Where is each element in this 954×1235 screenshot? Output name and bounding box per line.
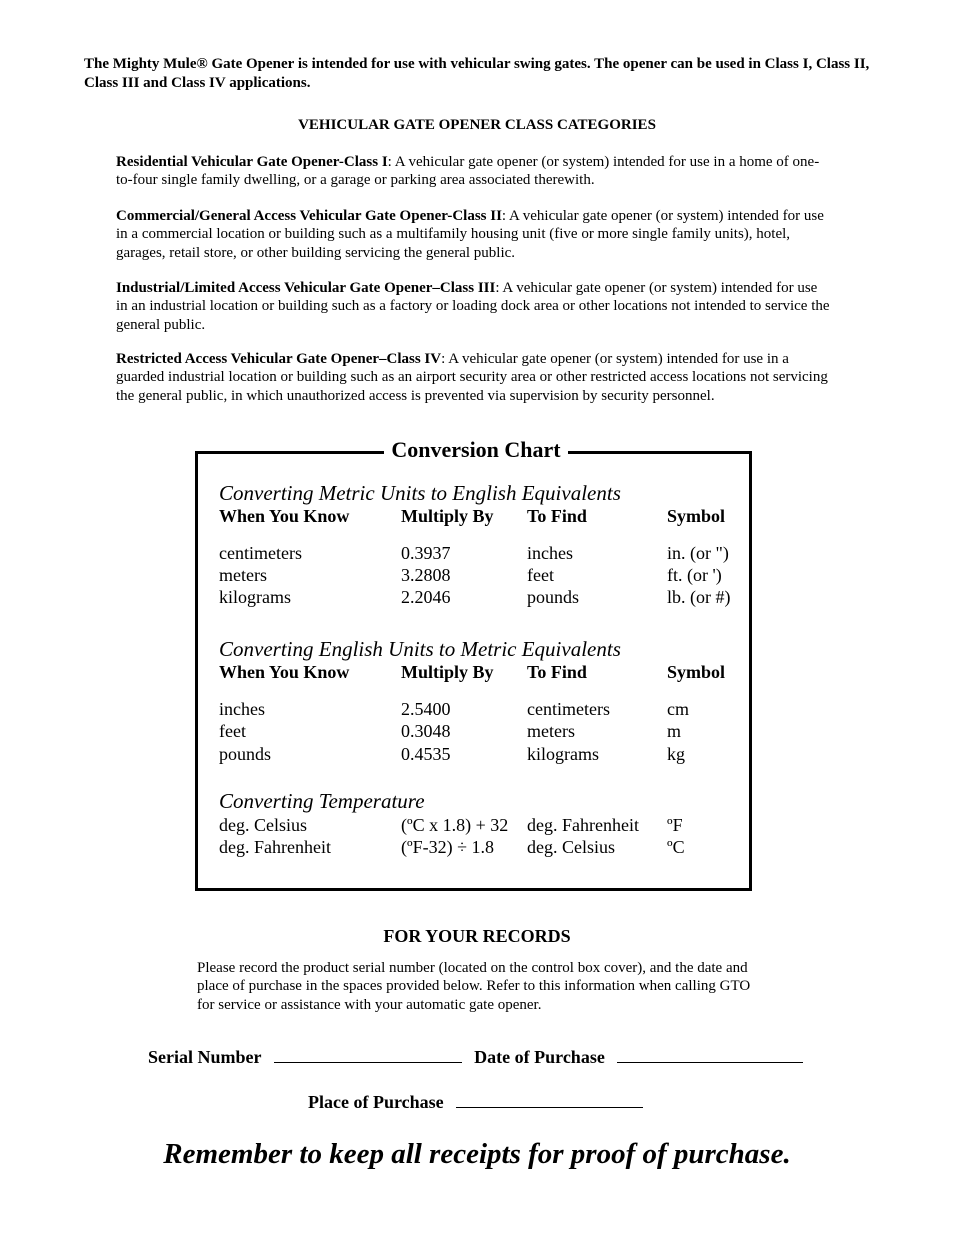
cell-result: deg. Celsius <box>527 837 615 857</box>
temperature-title: Converting Temperature <box>219 789 425 813</box>
cell-factor: 0.4535 <box>401 744 451 764</box>
cell-result: meters <box>527 721 575 741</box>
cell-symbol: m <box>667 721 682 741</box>
cell-symbol: kg <box>667 744 685 764</box>
header-multiply-by: Multiply By <box>401 662 494 682</box>
cell-unit: deg. Celsius <box>219 815 307 835</box>
cell-symbol: ºC <box>667 837 685 857</box>
records-heading: FOR YOUR RECORDS <box>383 926 571 946</box>
metric-to-english-header <box>219 506 739 528</box>
cell-unit: kilograms <box>219 587 291 607</box>
table-row <box>219 744 739 766</box>
cell-formula: (ºF-32) ÷ 1.8 <box>401 837 494 857</box>
receipts-reminder: Remember to keep all receipts for proof of purchase. <box>163 1138 791 1170</box>
serial-date-row <box>148 1046 803 1068</box>
table-row <box>219 565 739 587</box>
cell-unit: inches <box>219 699 265 719</box>
cell-result: inches <box>527 543 573 563</box>
header-to-find: To Find <box>527 506 587 526</box>
date-of-purchase-label: Date of Purchase <box>474 1047 605 1067</box>
place-of-purchase-label: Place of Purchase <box>308 1092 444 1112</box>
cell-unit: centimeters <box>219 543 302 563</box>
class-iv-term: Restricted Access Vehicular Gate Opener–Class IV <box>116 351 442 367</box>
conversion-chart-title: Conversion Chart <box>384 437 567 462</box>
cell-symbol: in. (or ") <box>667 543 729 563</box>
class-iii-term: Industrial/Limited Access Vehicular Gate Opener–Class III <box>116 280 496 296</box>
class-i-text: : A vehicular gate opener (or system) intended for use in a home of one-to-four single family dwelling, or a garage or parking area associated therewith. <box>116 154 820 189</box>
cell-unit: feet <box>219 721 246 741</box>
place-row <box>308 1091 643 1113</box>
header-symbol: Symbol <box>667 662 726 682</box>
table-row <box>219 815 739 837</box>
class-iv-paragraph <box>116 350 831 405</box>
cell-symbol: ºF <box>667 815 683 835</box>
class-categories-heading: VEHICULAR GATE OPENER CLASS CATEGORIES <box>298 117 656 133</box>
cell-unit: meters <box>219 565 267 585</box>
class-iii-paragraph <box>116 279 831 334</box>
header-to-find: To Find <box>527 662 587 682</box>
cell-symbol: lb. (or #) <box>667 587 731 607</box>
header-symbol: Symbol <box>667 506 726 526</box>
class-iii-text: : A vehicular gate opener (or system) intended for use in an industrial location or building such as a factory or loading dock area or other locations not intended to service the general public. <box>116 280 830 333</box>
cell-unit: pounds <box>219 744 272 764</box>
table-row <box>219 721 739 743</box>
conversion-chart-title-wrap <box>0 437 952 463</box>
table-row <box>219 587 739 609</box>
cell-factor: 0.3937 <box>401 543 451 563</box>
cell-result: centimeters <box>527 699 610 719</box>
class-ii-text: : A vehicular gate opener (or system) intended for use in a commercial location or building such as a multifamily housing unit (five or more single family units), hotel, garages, retail store, or other building servicing the general public. <box>116 208 824 261</box>
cell-factor: 0.3048 <box>401 721 451 741</box>
cell-result: pounds <box>527 587 580 607</box>
table-row <box>219 699 739 721</box>
cell-factor: 3.2808 <box>401 565 451 585</box>
place-of-purchase-field[interactable] <box>456 1091 643 1108</box>
intro-paragraph: The Mighty Mule® Gate Opener is intended for use with vehicular swing gates. The opener can be used in Class I, Class II, Class III and Class IV applications. <box>84 56 870 91</box>
header-when-you-know: When You Know <box>219 662 350 682</box>
table-row <box>219 837 739 859</box>
cell-result: deg. Fahrenheit <box>527 815 639 835</box>
header-multiply-by: Multiply By <box>401 506 494 526</box>
serial-number-label: Serial Number <box>148 1047 262 1067</box>
english-to-metric-title: Converting English Units to Metric Equivalents <box>219 637 621 661</box>
cell-factor: 2.2046 <box>401 587 451 607</box>
class-ii-paragraph <box>116 207 831 262</box>
class-i-term: Residential Vehicular Gate Opener-Class I <box>116 154 388 170</box>
records-instructions: Please record the product serial number (located on the control box cover), and the date and place of purchase in the spaces provided below. Refer to this information when calling GTO for service or assistance with your automatic gate opener. <box>197 960 751 1013</box>
cell-factor: 2.5400 <box>401 699 451 719</box>
class-iv-text: : A vehicular gate opener (or system) intended for use in a guarded industrial location or building such as an airport security area or other restricted access locations not servicing the general public, in which unauthorized access is prevented via supervision by security personnel. <box>116 351 828 404</box>
cell-result: feet <box>527 565 554 585</box>
cell-formula: (ºC x 1.8) + 32 <box>401 815 509 835</box>
cell-symbol: cm <box>667 699 689 719</box>
table-row <box>219 543 739 565</box>
date-of-purchase-field[interactable] <box>617 1046 803 1063</box>
english-to-metric-header <box>219 662 739 684</box>
class-i-paragraph <box>116 153 831 190</box>
serial-number-field[interactable] <box>274 1046 462 1063</box>
metric-to-english-title: Converting Metric Units to English Equivalents <box>219 481 621 505</box>
cell-unit: deg. Fahrenheit <box>219 837 331 857</box>
header-when-you-know: When You Know <box>219 506 350 526</box>
cell-symbol: ft. (or ') <box>667 565 722 585</box>
cell-result: kilograms <box>527 744 599 764</box>
class-ii-term: Commercial/General Access Vehicular Gate Opener-Class II <box>116 208 502 224</box>
